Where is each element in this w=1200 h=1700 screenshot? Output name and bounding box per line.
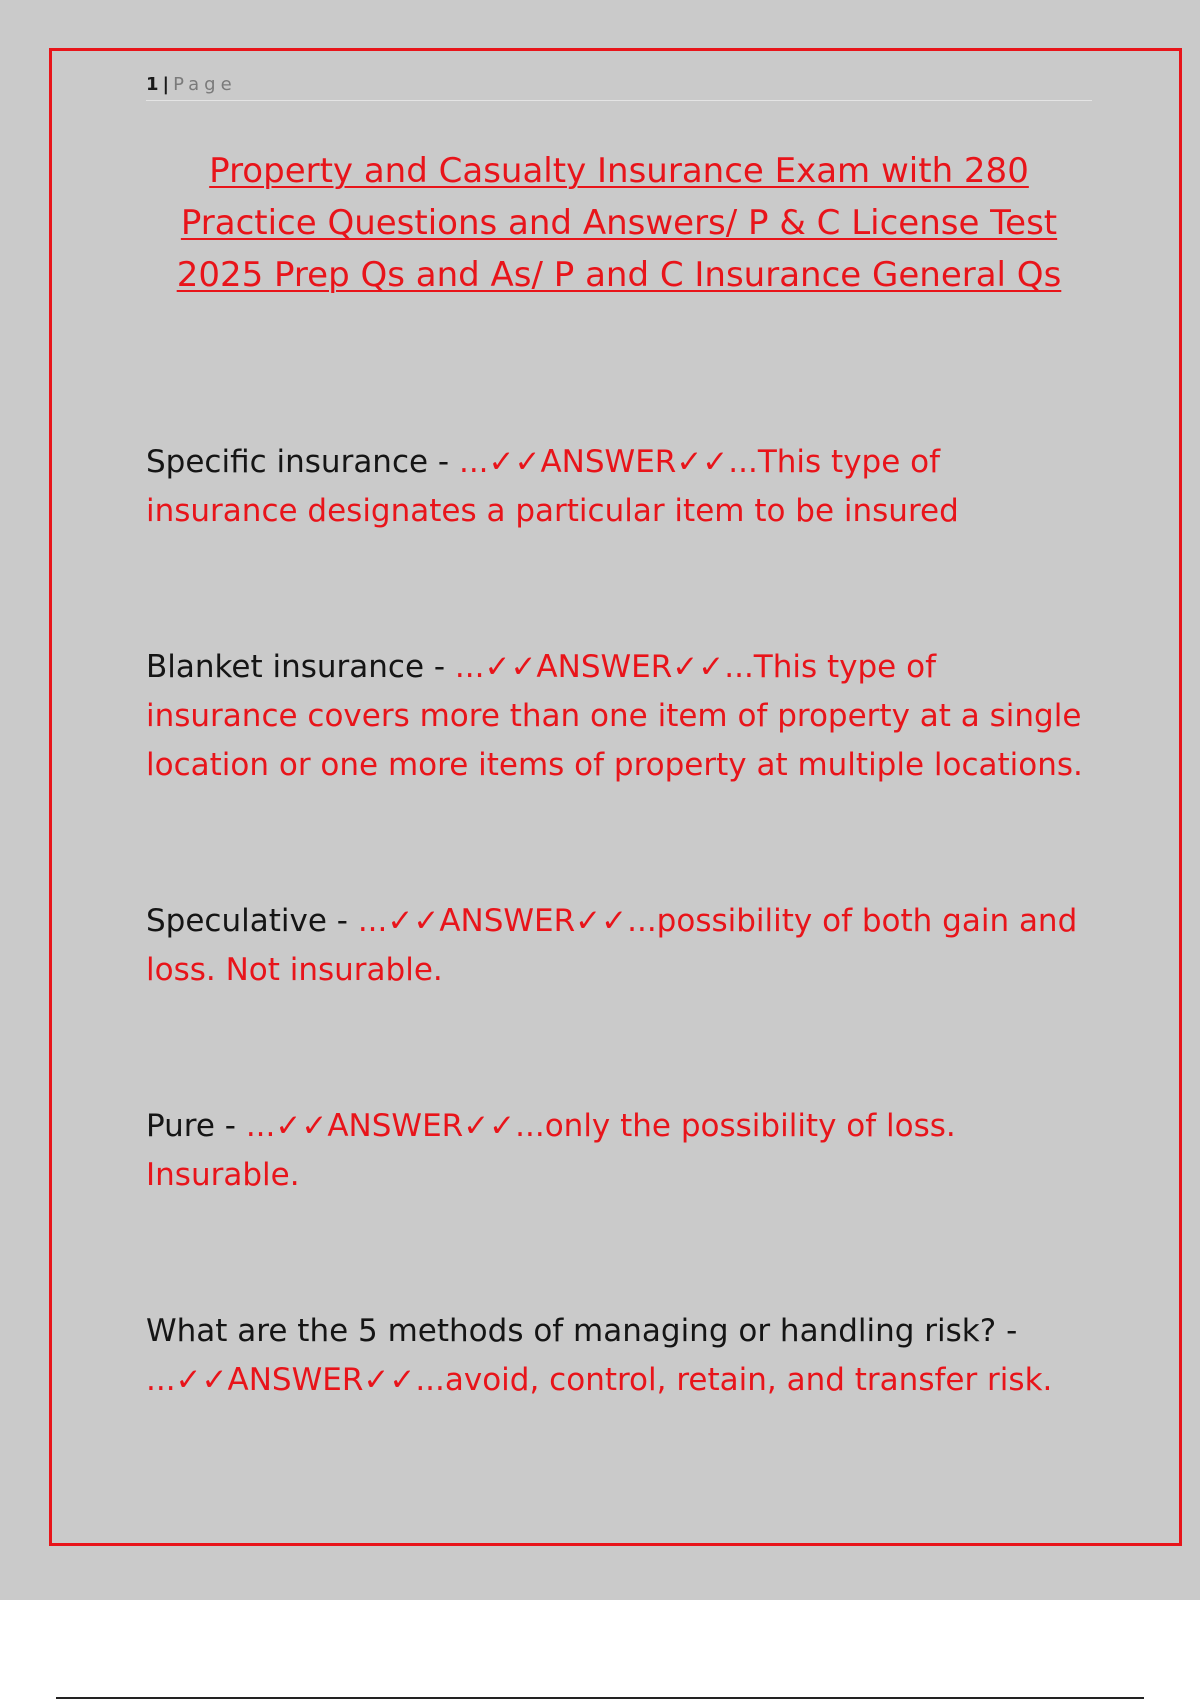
answer-text: ...✓✓ANSWER✓✓...This type of insurance designates a particular item to be insured	[146, 444, 959, 529]
qa-item-blanket-insurance	[146, 643, 1092, 790]
document-title: Property and Casualty Insurance Exam with 280 Practice Questions and Answers/ P & C License Test 2025 Prep Qs and As/ P and C Insurance General Qs	[176, 151, 1062, 295]
answer-text: ...✓✓ANSWER✓✓...This type of insurance covers more than one item of property at a single location or one more items of property at multiple locations.	[146, 649, 1083, 783]
question-text: Pure -	[146, 1108, 246, 1144]
question-text: Specific insurance -	[146, 444, 459, 480]
question-text: Blanket insurance -	[146, 649, 455, 685]
page-header	[146, 70, 1092, 101]
question-text: What are the 5 methods of managing or handling risk? -	[146, 1313, 1018, 1349]
qa-list	[146, 438, 1092, 1512]
qa-item-pure	[146, 1102, 1092, 1200]
page-word: Page	[173, 74, 237, 95]
page-separator: |	[162, 74, 170, 95]
qa-item-specific-insurance	[146, 438, 1092, 536]
qa-item-speculative	[146, 897, 1092, 995]
page-number: 1	[146, 74, 159, 95]
qa-item-risk-methods	[146, 1307, 1092, 1405]
answer-text: ...✓✓ANSWER✓✓...avoid, control, retain, and transfer risk.	[146, 1362, 1053, 1398]
question-text: Speculative -	[146, 903, 358, 939]
bottom-divider	[56, 1697, 1144, 1699]
answer-text: ...✓✓ANSWER✓✓...possibility of both gain and loss. Not insurable.	[146, 903, 1078, 988]
answer-text: ...✓✓ANSWER✓✓...only the possibility of loss. Insurable.	[146, 1108, 956, 1193]
